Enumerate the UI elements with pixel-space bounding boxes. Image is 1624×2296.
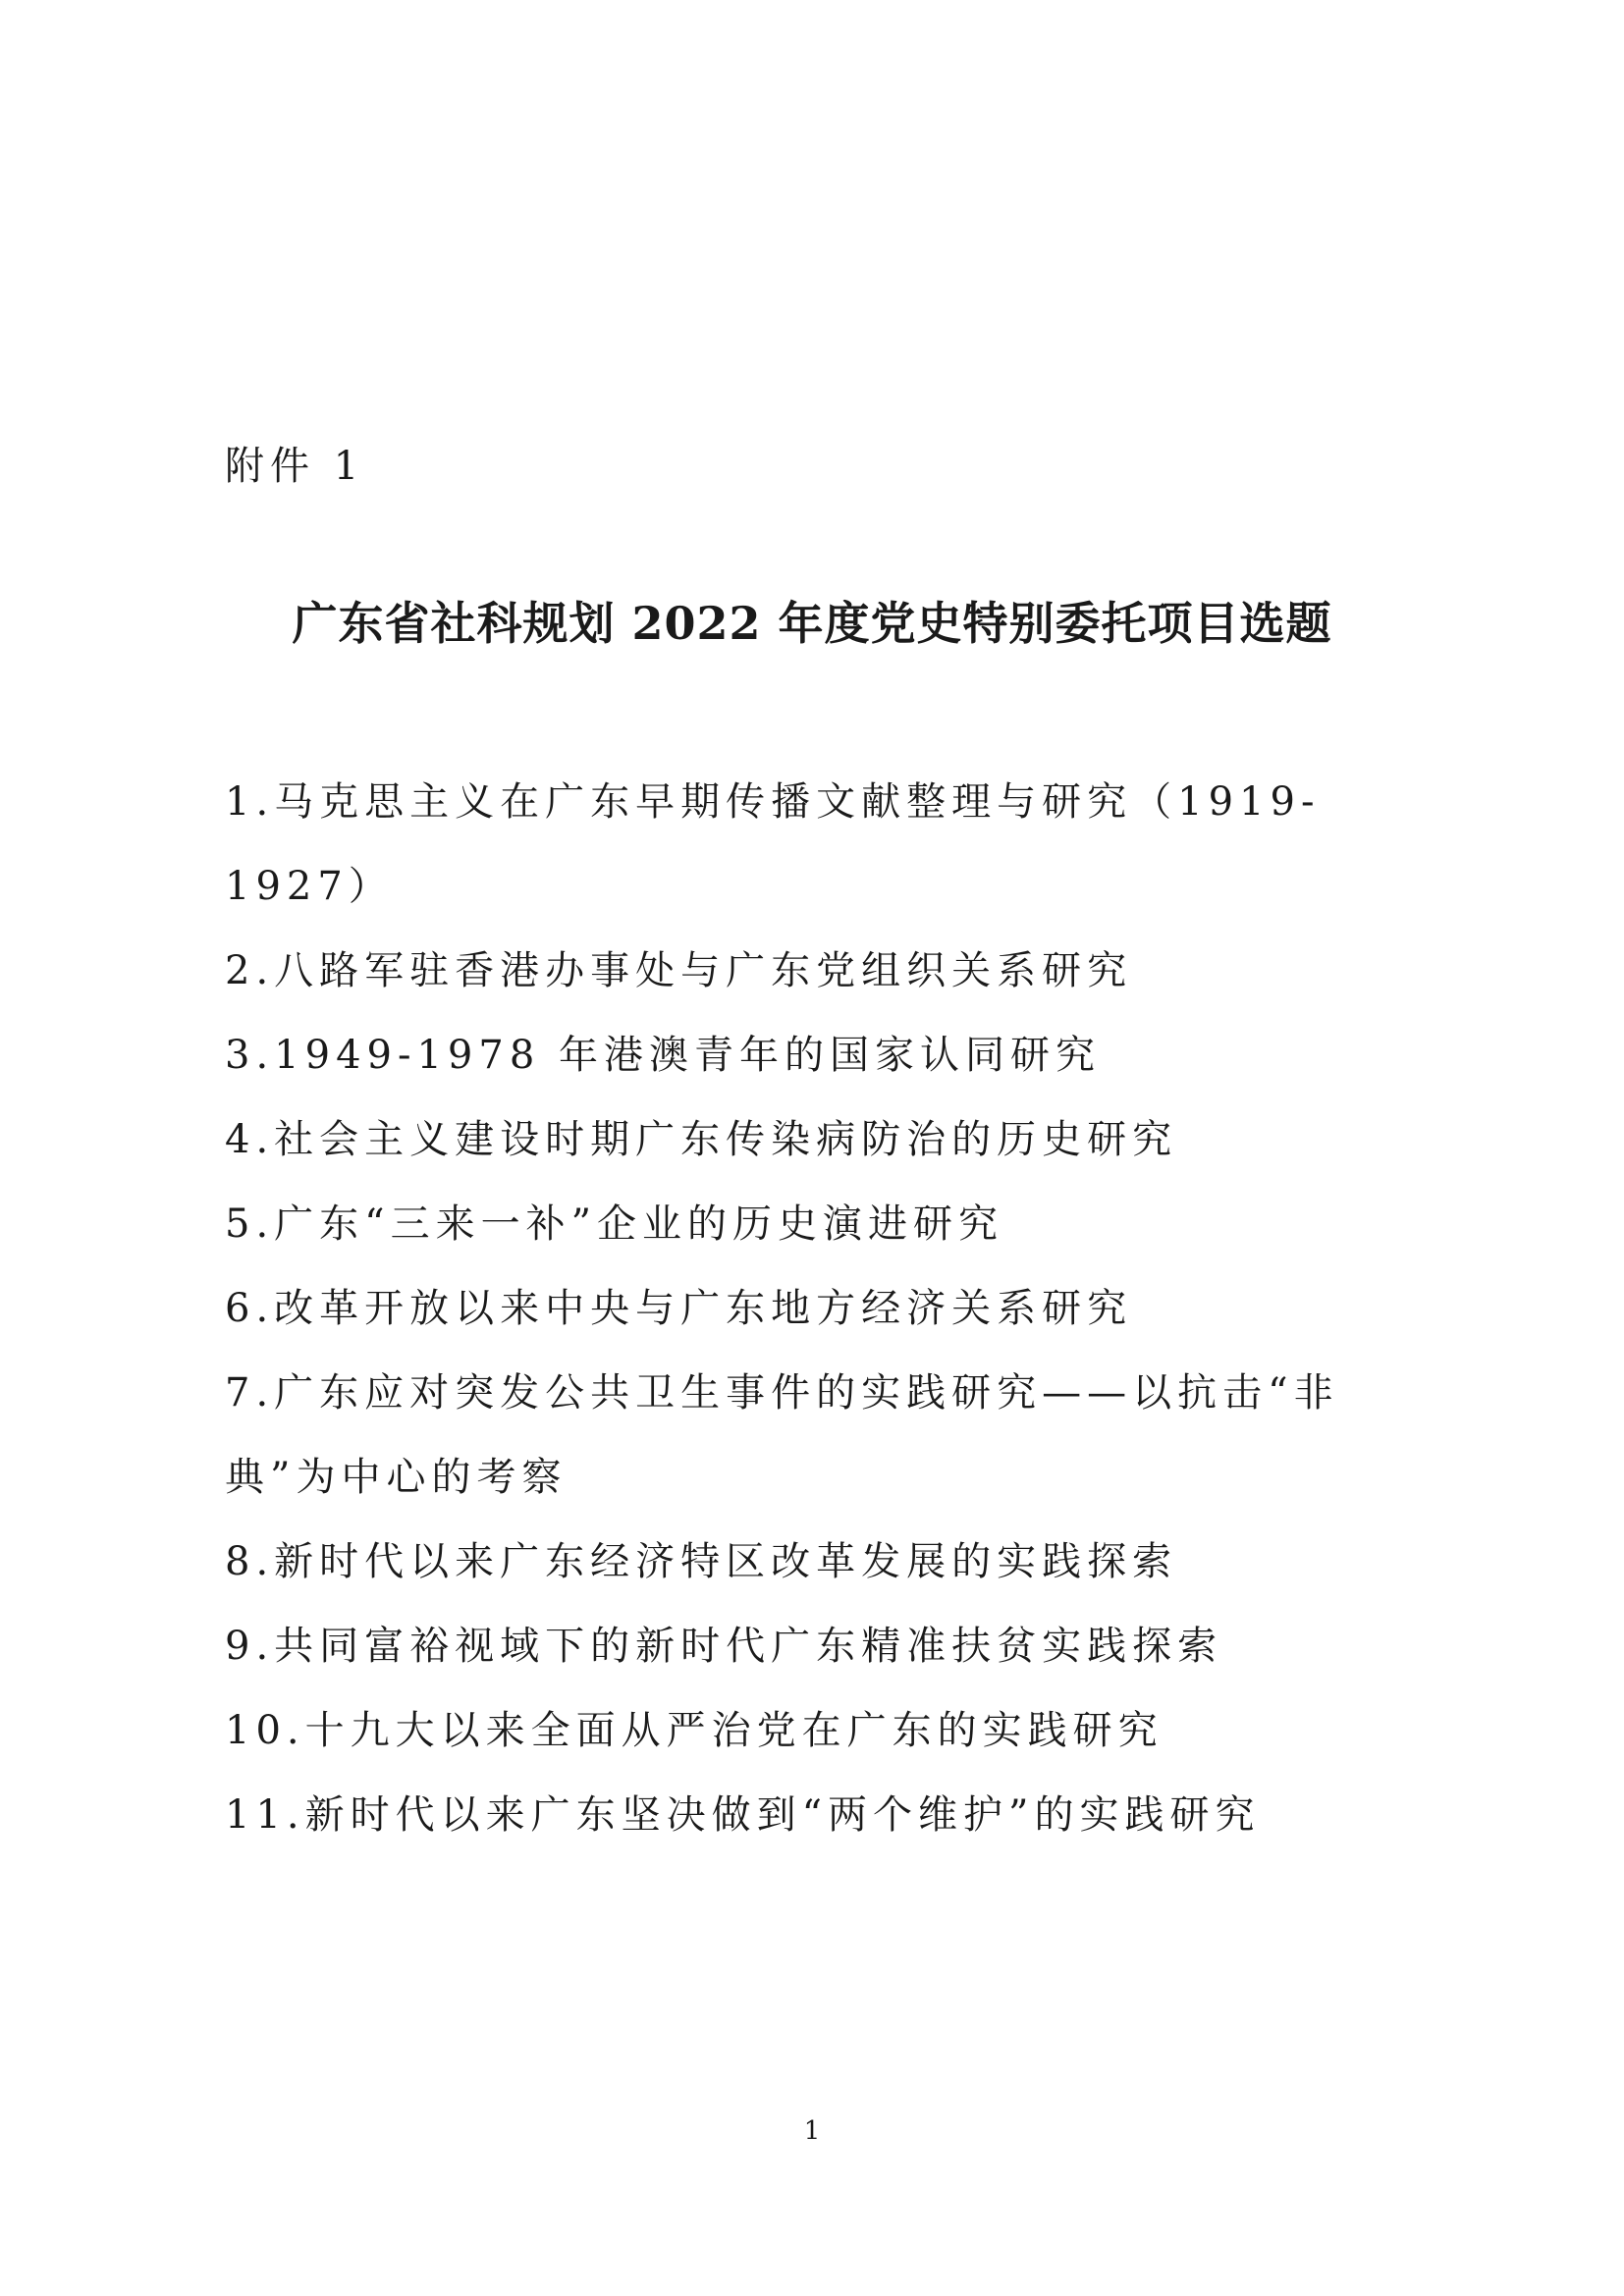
- document-title: 广东省社科规划 2022 年度党史特别委托项目选题: [292, 597, 1332, 650]
- topic-item: 8.新时代以来广东经济特区改革发展的实践探索: [225, 1539, 1178, 1584]
- topic-item: 6.改革开放以来中央与广东地方经济关系研究: [225, 1286, 1133, 1331]
- topic-item: 5.广东“三来一补”企业的历史演进研究: [225, 1201, 1004, 1247]
- topic-item: 10.十九大以来全面从严治党在广东的实践研究: [225, 1708, 1164, 1753]
- topic-item: 7.广东应对突发公共卫生事件的实践研究——以抗击“非典”为中心的考察: [225, 1370, 1339, 1500]
- topic-item: 11.新时代以来广东坚决做到“两个维护”的实践研究: [225, 1792, 1261, 1838]
- topic-item: 3.1949-1978 年港澳青年的国家认同研究: [225, 1033, 1101, 1078]
- topic-item: 4.社会主义建设时期广东传染病防治的历史研究: [225, 1117, 1178, 1162]
- topic-list: [225, 760, 1413, 1857]
- attachment-label: 附件 1: [225, 444, 365, 489]
- topic-item: 9.共同富裕视域下的新时代广东精准扶贫实践探索: [225, 1624, 1223, 1669]
- page-number: 1: [803, 2116, 821, 2146]
- topic-item: 2.八路军驻香港办事处与广东党组织关系研究: [225, 948, 1133, 993]
- topic-item: 1.马克思主义在广东早期传播文献整理与研究（1919-1927）: [225, 779, 1321, 909]
